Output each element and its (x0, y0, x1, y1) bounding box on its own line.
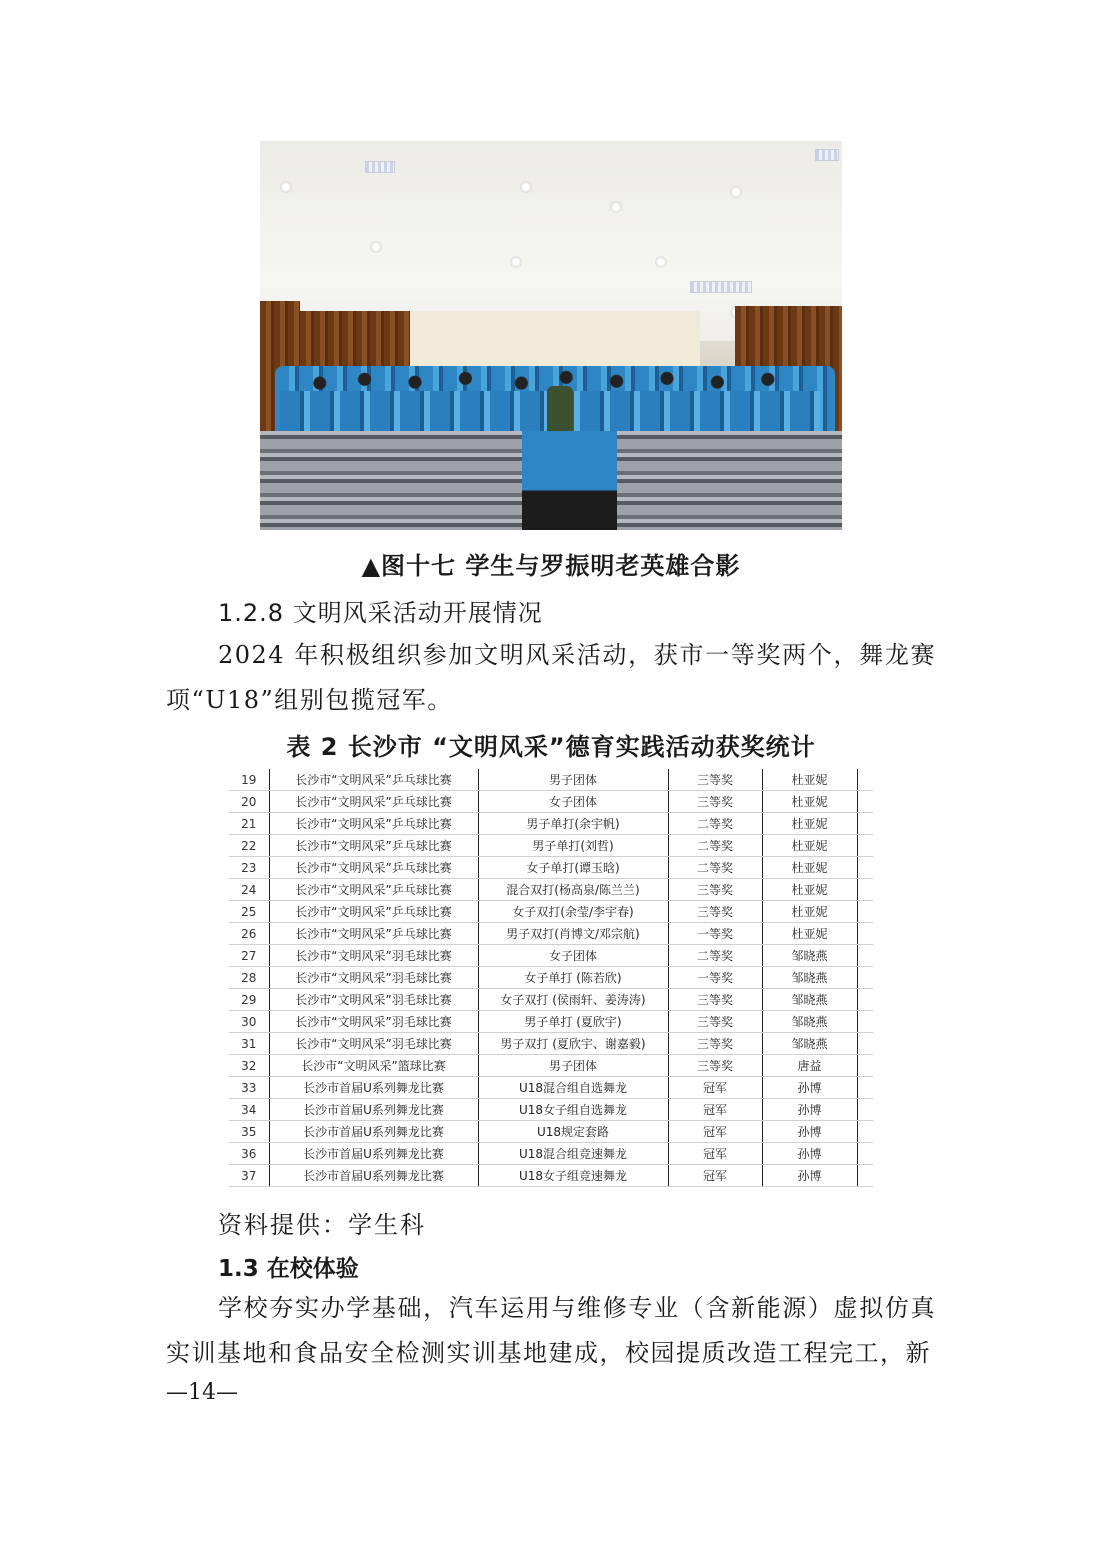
competition-name: 长沙市“文明风采”羽毛球比赛 (269, 1011, 478, 1033)
competition-name: 长沙市“文明风采”乒乓球比赛 (269, 813, 478, 835)
ceiling-light (730, 186, 742, 198)
competition-name: 长沙市“文明风采”羽毛球比赛 (269, 967, 478, 989)
section-paragraph: 2024 年积极组织参加文明风采活动，获市一等奖两个，舞龙赛项“U18”组别包揽冠军。 (166, 641, 936, 714)
figure-caption: ▲图十七 学生与罗振明老英雄合影 (361, 552, 741, 580)
table-row (229, 857, 873, 879)
award-level: 二等奖 (668, 813, 762, 835)
coach-name: 杜亚妮 (762, 835, 857, 857)
award-level: 一等奖 (668, 967, 762, 989)
row-number: 26 (229, 923, 269, 945)
event-name: U18混合组竞速舞龙 (478, 1143, 668, 1165)
row-number: 22 (229, 835, 269, 857)
award-level: 二等奖 (668, 857, 762, 879)
event-name: U18女子组自选舞龙 (478, 1099, 668, 1121)
table-row (229, 791, 873, 813)
row-number: 28 (229, 967, 269, 989)
table-row (229, 989, 873, 1011)
event-name: U18女子组竞速舞龙 (478, 1165, 668, 1187)
table-edge (857, 1099, 873, 1121)
competition-name: 长沙市“文明风采”乒乓球比赛 (269, 879, 478, 901)
row-number: 33 (229, 1077, 269, 1099)
row-number: 19 (229, 769, 269, 791)
award-level: 一等奖 (668, 923, 762, 945)
competition-name: 长沙市“文明风采”乒乓球比赛 (269, 923, 478, 945)
event-name: 男子双打(肖博文/邓宗航) (478, 923, 668, 945)
competition-name: 长沙市首届U系列舞龙比赛 (269, 1077, 478, 1099)
event-name: 男子单打(刘哲) (478, 835, 668, 857)
table-edge (857, 967, 873, 989)
competition-name: 长沙市首届U系列舞龙比赛 (269, 1165, 478, 1187)
page-number: —14— (166, 1380, 238, 1405)
competition-name: 长沙市“文明风采”羽毛球比赛 (269, 1033, 478, 1055)
award-level: 二等奖 (668, 945, 762, 967)
award-level: 三等奖 (668, 879, 762, 901)
coach-name: 孙博 (762, 1121, 857, 1143)
coach-name: 唐益 (762, 1055, 857, 1077)
event-name: 女子团体 (478, 945, 668, 967)
event-name: 女子双打(余莹/李宇春) (478, 901, 668, 923)
ceiling-light (510, 256, 522, 268)
table-edge (857, 923, 873, 945)
ceiling-vent (365, 161, 395, 173)
award-level: 冠军 (668, 1077, 762, 1099)
subsection-paragraph: 学校夯实办学基础，汽车运用与维修专业（含新能源）虚拟仿真实训基地和食品安全检测实训基地建成，校园提质改造工程完工，新 (166, 1294, 936, 1367)
row-number: 29 (229, 989, 269, 1011)
table-row (229, 1143, 873, 1165)
award-level: 二等奖 (668, 835, 762, 857)
award-level: 三等奖 (668, 791, 762, 813)
competition-name: 长沙市“文明风采”乒乓球比赛 (269, 901, 478, 923)
table-edge (857, 791, 873, 813)
event-name: 男子双打 (夏欣宇、谢嘉毅) (478, 1033, 668, 1055)
event-name: 女子单打 (陈若欣) (478, 967, 668, 989)
table-edge (857, 857, 873, 879)
award-level: 冠军 (668, 1121, 762, 1143)
table-edge (857, 989, 873, 1011)
competition-name: 长沙市“文明风采”篮球比赛 (269, 1055, 478, 1077)
group-photo (260, 141, 842, 530)
coach-name: 杜亚妮 (762, 769, 857, 791)
table-edge (857, 1143, 873, 1165)
seated-students (522, 431, 617, 530)
competition-name: 长沙市“文明风采”羽毛球比赛 (269, 989, 478, 1011)
table-row (229, 945, 873, 967)
event-name: 混合双打(杨高泉/陈兰兰) (478, 879, 668, 901)
row-number: 21 (229, 813, 269, 835)
coach-name: 孙博 (762, 1077, 857, 1099)
coach-name: 孙博 (762, 1099, 857, 1121)
award-level: 冠军 (668, 1099, 762, 1121)
table-row (229, 1033, 873, 1055)
ceiling-light (520, 181, 532, 193)
award-level: 三等奖 (668, 1055, 762, 1077)
table-edge (857, 879, 873, 901)
row-number: 23 (229, 857, 269, 879)
table-edge (857, 1011, 873, 1033)
event-name: 女子单打(谭玉晗) (478, 857, 668, 879)
row-number: 34 (229, 1099, 269, 1121)
event-name: U18规定套路 (478, 1121, 668, 1143)
row-number: 27 (229, 945, 269, 967)
competition-name: 长沙市“文明风采”羽毛球比赛 (269, 945, 478, 967)
table-row (229, 1099, 873, 1121)
ceiling-vent (690, 281, 752, 293)
table-row (229, 1055, 873, 1077)
table-title: 表 2 长沙市 “文明风采”德育实践活动获奖统计 (286, 733, 816, 761)
coach-name: 邹晓燕 (762, 1033, 857, 1055)
coach-name: 孙博 (762, 1165, 857, 1187)
table-edge (857, 945, 873, 967)
competition-name: 长沙市“文明风采”乒乓球比赛 (269, 857, 478, 879)
ceiling-vent (815, 149, 839, 161)
table-edge (857, 835, 873, 857)
ceiling-light (655, 256, 667, 268)
ceiling-light (370, 241, 382, 253)
row-number: 25 (229, 901, 269, 923)
award-level: 三等奖 (668, 769, 762, 791)
table-row (229, 769, 873, 791)
competition-name: 长沙市首届U系列舞龙比赛 (269, 1143, 478, 1165)
competition-name: 长沙市首届U系列舞龙比赛 (269, 1099, 478, 1121)
table-row (229, 901, 873, 923)
table-row (229, 1011, 873, 1033)
coach-name: 杜亚妮 (762, 879, 857, 901)
award-level: 冠军 (668, 1143, 762, 1165)
event-name: 女子团体 (478, 791, 668, 813)
section-heading: 1.2.8 文明风采活动开展情况 (218, 599, 543, 627)
coach-name: 杜亚妮 (762, 901, 857, 923)
event-name: 男子团体 (478, 769, 668, 791)
row-number: 20 (229, 791, 269, 813)
table-edge (857, 1121, 873, 1143)
coach-name: 邹晓燕 (762, 967, 857, 989)
table-row (229, 813, 873, 835)
data-source: 资料提供：学生科 (218, 1211, 426, 1239)
event-name: 男子单打 (夏欣宇) (478, 1011, 668, 1033)
row-number: 36 (229, 1143, 269, 1165)
row-number: 30 (229, 1011, 269, 1033)
row-number: 37 (229, 1165, 269, 1187)
coach-name: 邹晓燕 (762, 1011, 857, 1033)
coach-name: 杜亚妮 (762, 791, 857, 813)
table-edge (857, 1077, 873, 1099)
coach-name: 杜亚妮 (762, 813, 857, 835)
row-number: 24 (229, 879, 269, 901)
awards-table (229, 769, 873, 1187)
award-level: 冠军 (668, 1165, 762, 1187)
table-edge (857, 1165, 873, 1187)
table-row (229, 1121, 873, 1143)
row-number: 35 (229, 1121, 269, 1143)
table-edge (857, 769, 873, 791)
table-row (229, 923, 873, 945)
table-edge (857, 1055, 873, 1077)
award-level: 三等奖 (668, 901, 762, 923)
event-name: 女子双打 (侯雨轩、姜涛涛) (478, 989, 668, 1011)
event-name: 男子单打(余宇帆) (478, 813, 668, 835)
coach-name: 孙博 (762, 1143, 857, 1165)
coach-name: 邹晓燕 (762, 989, 857, 1011)
event-name: U18混合组自选舞龙 (478, 1077, 668, 1099)
competition-name: 长沙市“文明风采”乒乓球比赛 (269, 835, 478, 857)
table-row (229, 967, 873, 989)
competition-name: 长沙市“文明风采”乒乓球比赛 (269, 791, 478, 813)
award-level: 三等奖 (668, 1033, 762, 1055)
table-edge (857, 813, 873, 835)
subsection-heading: 1.3 在校体验 (218, 1256, 359, 1282)
table-row (229, 879, 873, 901)
coach-name: 杜亚妮 (762, 857, 857, 879)
competition-name: 长沙市“文明风采”乒乓球比赛 (269, 769, 478, 791)
table-row (229, 1077, 873, 1099)
coach-name: 邹晓燕 (762, 945, 857, 967)
competition-name: 长沙市首届U系列舞龙比赛 (269, 1121, 478, 1143)
award-level: 三等奖 (668, 989, 762, 1011)
table-row (229, 835, 873, 857)
table-edge (857, 1033, 873, 1055)
table-edge (857, 901, 873, 923)
event-name: 男子团体 (478, 1055, 668, 1077)
ceiling-light (280, 181, 292, 193)
row-number: 32 (229, 1055, 269, 1077)
award-level: 三等奖 (668, 1011, 762, 1033)
row-number: 31 (229, 1033, 269, 1055)
coach-name: 杜亚妮 (762, 923, 857, 945)
table-row (229, 1165, 873, 1187)
ceiling-light (610, 201, 622, 213)
